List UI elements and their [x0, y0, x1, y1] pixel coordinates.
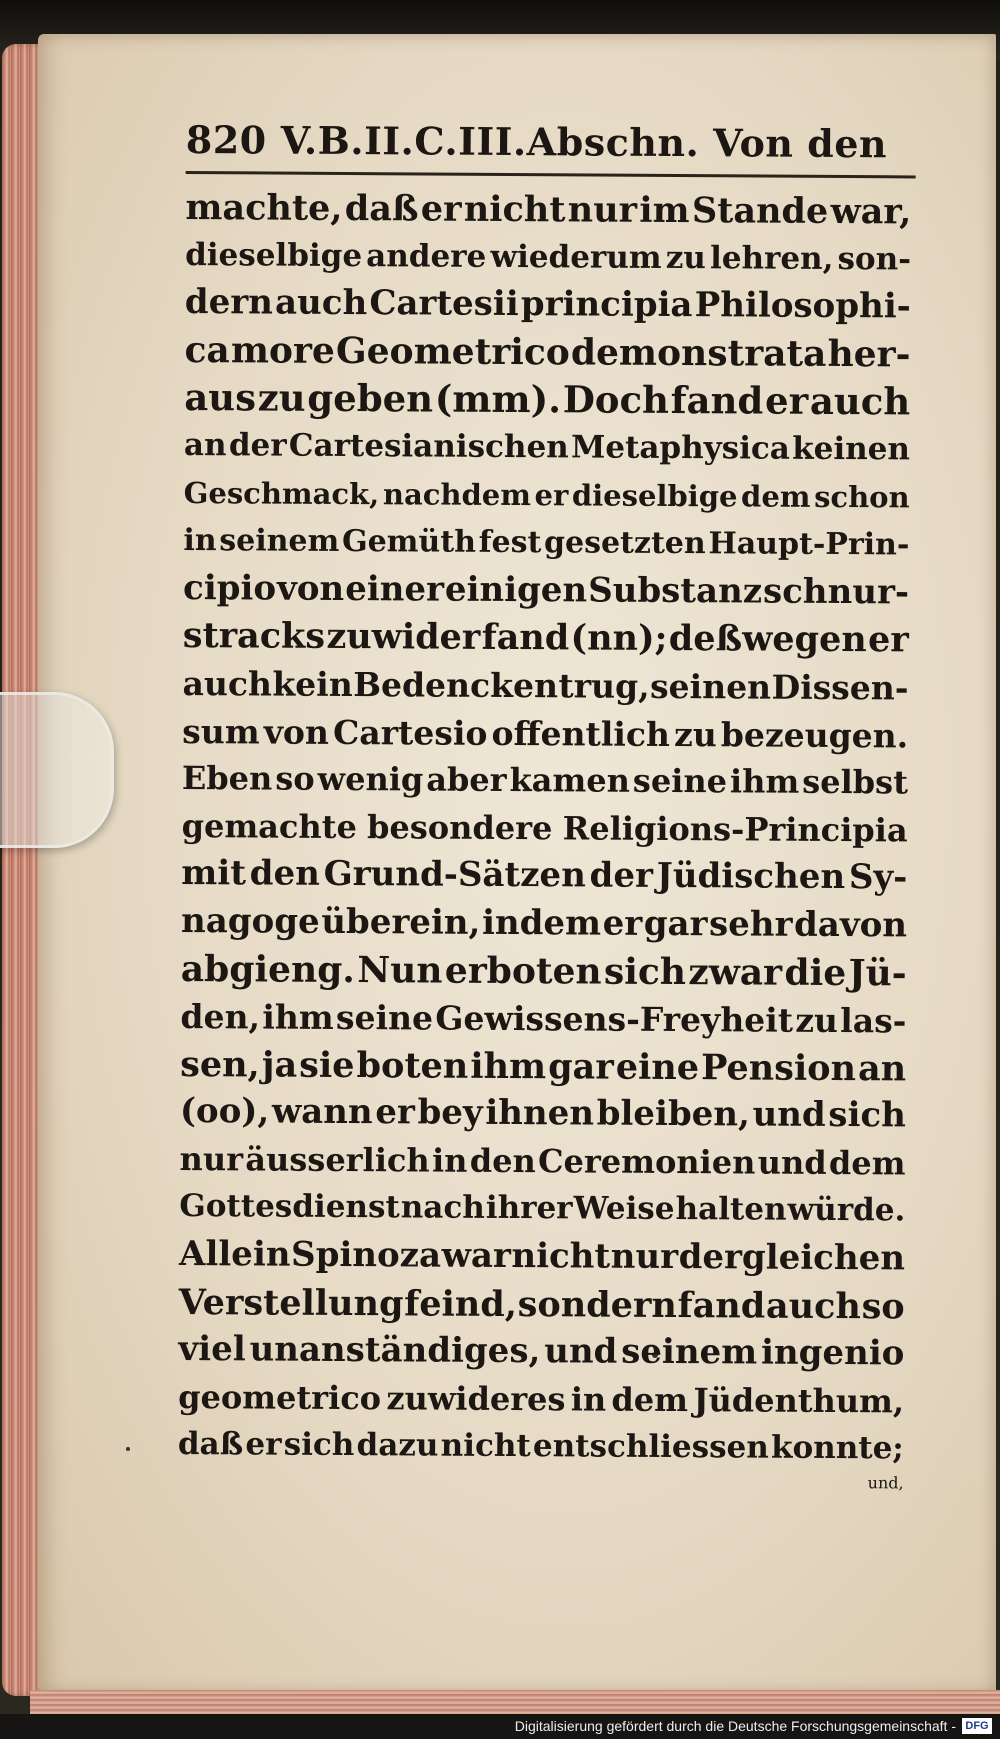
word: auch [274, 282, 368, 324]
word: Geschmack, [183, 475, 380, 511]
word: an [183, 426, 227, 464]
word: bey [417, 1092, 483, 1134]
word: überein, [321, 901, 481, 943]
word: aber [426, 760, 507, 800]
word: er [375, 1092, 415, 1133]
word: fand [677, 1284, 766, 1327]
text-line [179, 1183, 905, 1235]
page-clip [0, 692, 114, 848]
word: fand [670, 378, 764, 423]
text-line [183, 612, 909, 664]
word: nicht [511, 1236, 611, 1277]
word: Ceremonien [538, 1142, 756, 1182]
word: Jüdenthum, [693, 1380, 905, 1421]
word: ca [184, 328, 230, 372]
word: auch [765, 1285, 862, 1327]
word: (mm). [434, 376, 562, 422]
word: besondere [367, 807, 553, 847]
word: seinen [649, 666, 772, 707]
word: offentlich [491, 713, 671, 754]
word: Stande [691, 190, 829, 232]
word: sondern [517, 1283, 677, 1326]
word: las- [840, 1001, 907, 1041]
word: geometrico [178, 1377, 382, 1418]
word: dergleichen [678, 1237, 906, 1279]
word: die [784, 951, 847, 994]
catchword: und, [867, 1473, 904, 1493]
word: äusserlich [245, 1140, 430, 1180]
word: erboten [444, 949, 602, 993]
text-line [185, 279, 911, 331]
text-line [179, 1279, 905, 1331]
word: Cartesii [369, 283, 519, 325]
word: Jü- [848, 951, 907, 994]
word: er [764, 378, 809, 424]
text-line [185, 184, 911, 236]
word: zu [257, 375, 306, 421]
word: sen, [180, 1043, 260, 1086]
word: unanständiges, [249, 1329, 541, 1372]
word: viel [178, 1329, 246, 1370]
word: Cartesio [332, 712, 488, 753]
word: gar [643, 903, 708, 945]
digitization-credit: Digitalisierung gefördert durch die Deutsche Forschungsgemeinschaft - [514, 1718, 956, 1734]
word: auch [809, 379, 911, 424]
word: lehren, [709, 239, 834, 277]
text-line [180, 1088, 906, 1140]
word: konnte; [770, 1430, 904, 1467]
word: (nn); [570, 617, 668, 660]
word: Metaphysica [570, 429, 791, 467]
text-line [184, 327, 910, 379]
word: nur [567, 189, 638, 231]
word: den [249, 853, 320, 895]
word: an [857, 1047, 907, 1090]
word: wann [271, 1091, 373, 1133]
word: Dissen- [771, 667, 909, 708]
word: sich [828, 1095, 906, 1136]
word: in [183, 523, 217, 559]
word: daß [344, 187, 419, 230]
text-line [181, 945, 907, 997]
word: Gottesdienst [179, 1188, 400, 1226]
ink-speck [126, 1447, 130, 1451]
word: einigen [444, 569, 588, 611]
word: wenig [317, 759, 424, 799]
word: feind, [404, 1283, 518, 1325]
word: Religions-Principia [562, 809, 908, 850]
word: zuwider [326, 616, 481, 659]
word: in [570, 1380, 607, 1419]
word: ingenio [760, 1332, 905, 1374]
word: dem [611, 1380, 689, 1419]
word: indem [481, 902, 602, 944]
word: Sy- [848, 857, 908, 898]
text-line [184, 422, 910, 474]
bottom-page-edges [30, 1690, 1000, 1714]
word: abgieng. [180, 947, 356, 991]
word: dieselbige [571, 477, 738, 513]
word: ihm [470, 1045, 547, 1087]
word: ihnen [485, 1093, 595, 1134]
word: einer [345, 568, 445, 610]
word: er [420, 188, 462, 230]
running-head [186, 115, 976, 170]
word: dern [184, 282, 274, 323]
word: dieselbige [185, 236, 363, 274]
word: wiederum [490, 238, 662, 276]
word: dem [828, 1143, 906, 1183]
word: Jüdischen [656, 856, 846, 898]
word: sum [182, 711, 260, 751]
text-line [178, 1421, 904, 1473]
word: aus [184, 375, 257, 420]
word: er [602, 903, 643, 944]
word: sich [283, 1427, 355, 1464]
text-line [182, 803, 908, 855]
word: Bedencken [353, 664, 559, 706]
word: Weise [573, 1190, 675, 1228]
text-line [185, 232, 911, 284]
word: (oo), [179, 1091, 270, 1132]
word: und [544, 1331, 618, 1372]
word: Geometrico [335, 329, 570, 374]
word: sich [603, 950, 687, 993]
word: auch [182, 663, 273, 704]
word: nur [610, 1236, 679, 1278]
word: keinen [792, 430, 911, 468]
word: Philosophi- [694, 285, 911, 327]
word: Grund-Sätzen [323, 854, 586, 896]
word: war, [830, 190, 912, 233]
word: und [752, 1094, 826, 1136]
word: im [639, 189, 690, 232]
text-line [184, 470, 910, 522]
word: daß [177, 1426, 244, 1463]
body-text [178, 184, 976, 1474]
word: davon [793, 904, 908, 946]
word: bezeugen. [720, 714, 909, 755]
word: machte, [185, 186, 343, 229]
header-rule [186, 171, 916, 178]
word: nicht [440, 1428, 531, 1465]
word: andere [366, 237, 487, 275]
word: Spinoza [290, 1234, 442, 1276]
word: Haupt-Prin- [708, 526, 910, 563]
word: kamen [509, 761, 631, 800]
word: seinem [219, 523, 340, 560]
word: zu [795, 1000, 839, 1041]
word: Gemüth [341, 524, 477, 560]
word: er [534, 477, 569, 512]
word: den [469, 1141, 536, 1181]
text-line [181, 850, 907, 902]
word: seinem [621, 1331, 758, 1373]
word: principia [520, 284, 693, 326]
word: nach [400, 1189, 485, 1227]
word: er [867, 619, 909, 661]
word: Nun [357, 948, 443, 992]
word: her- [827, 332, 911, 376]
word: zwar [688, 950, 783, 994]
word: Verstellung [178, 1281, 404, 1325]
word: Cartesianischen [288, 427, 569, 466]
word: er [245, 1426, 282, 1464]
word: dazu [356, 1427, 439, 1465]
word: nagoge [180, 900, 320, 942]
text-line [183, 517, 909, 569]
word: so [275, 759, 315, 798]
word: halten [675, 1191, 787, 1229]
text-line [182, 708, 908, 760]
word: bleiben, [596, 1093, 750, 1135]
word: nachdem [382, 476, 532, 512]
word: more [230, 329, 336, 372]
word: deßwegen [668, 618, 867, 661]
word: seine [632, 761, 728, 801]
word: würde. [787, 1192, 906, 1229]
word: mit [181, 853, 247, 894]
word: gemachte [181, 806, 357, 846]
dfg-logo-icon: DFG [962, 1718, 992, 1734]
word: selbst [802, 762, 909, 802]
word: cipio [182, 567, 277, 609]
word: zuwideres [386, 1379, 566, 1419]
word: und [757, 1143, 827, 1182]
word: son- [837, 240, 912, 278]
page-number: 820 [185, 116, 267, 163]
word: kein [272, 664, 353, 704]
word: dem [741, 478, 811, 514]
text-line [183, 565, 909, 617]
word: gesetzten [543, 525, 706, 562]
word: nicht [463, 188, 566, 231]
text-line [178, 1374, 904, 1426]
word: der [589, 855, 654, 897]
word: von [276, 568, 345, 609]
text-line [179, 1231, 905, 1283]
word: schon [814, 479, 910, 514]
text-line [180, 993, 906, 1045]
word: zu [673, 714, 717, 754]
word: seine [335, 998, 434, 1038]
text-line [180, 1041, 906, 1093]
running-head-title: V.B.II.C.III.Abschn. Von den [280, 117, 888, 167]
word: den, [180, 997, 261, 1037]
word: Doch [562, 377, 670, 423]
word: boten [356, 1044, 469, 1087]
word: trug, [558, 666, 650, 706]
text-line [184, 374, 910, 426]
word: ihm [729, 762, 800, 801]
word: Pension [700, 1046, 857, 1089]
word: eine [615, 1046, 700, 1088]
word: in [431, 1141, 468, 1180]
word: war [441, 1235, 511, 1277]
word: geben [307, 376, 434, 421]
word: ihrer [485, 1190, 573, 1227]
word: Substanz [588, 570, 763, 612]
text-line [181, 898, 907, 950]
text-line [182, 755, 908, 807]
word: sie [299, 1044, 355, 1086]
word: stracks [182, 615, 326, 658]
word: fest [478, 524, 542, 561]
word: ja [261, 1044, 298, 1086]
word: von [263, 712, 330, 752]
word: Allein [178, 1234, 291, 1275]
word: schnur- [762, 571, 910, 613]
page-text [177, 115, 976, 1560]
text-line [182, 660, 908, 712]
word: demonstrata [570, 331, 827, 375]
word: Gewissens-Freyheit [435, 998, 794, 1040]
word: fand [481, 617, 570, 659]
word: ihm [262, 997, 334, 1038]
word: gar [548, 1045, 614, 1088]
text-line [179, 1136, 905, 1188]
word: Eben [181, 759, 273, 798]
word: nur [179, 1139, 244, 1179]
word: zu [665, 239, 707, 276]
word: so [861, 1285, 905, 1328]
word: entschliessen [532, 1428, 769, 1467]
word: der [228, 427, 287, 464]
text-line [178, 1326, 904, 1378]
word: sehr [708, 904, 793, 945]
